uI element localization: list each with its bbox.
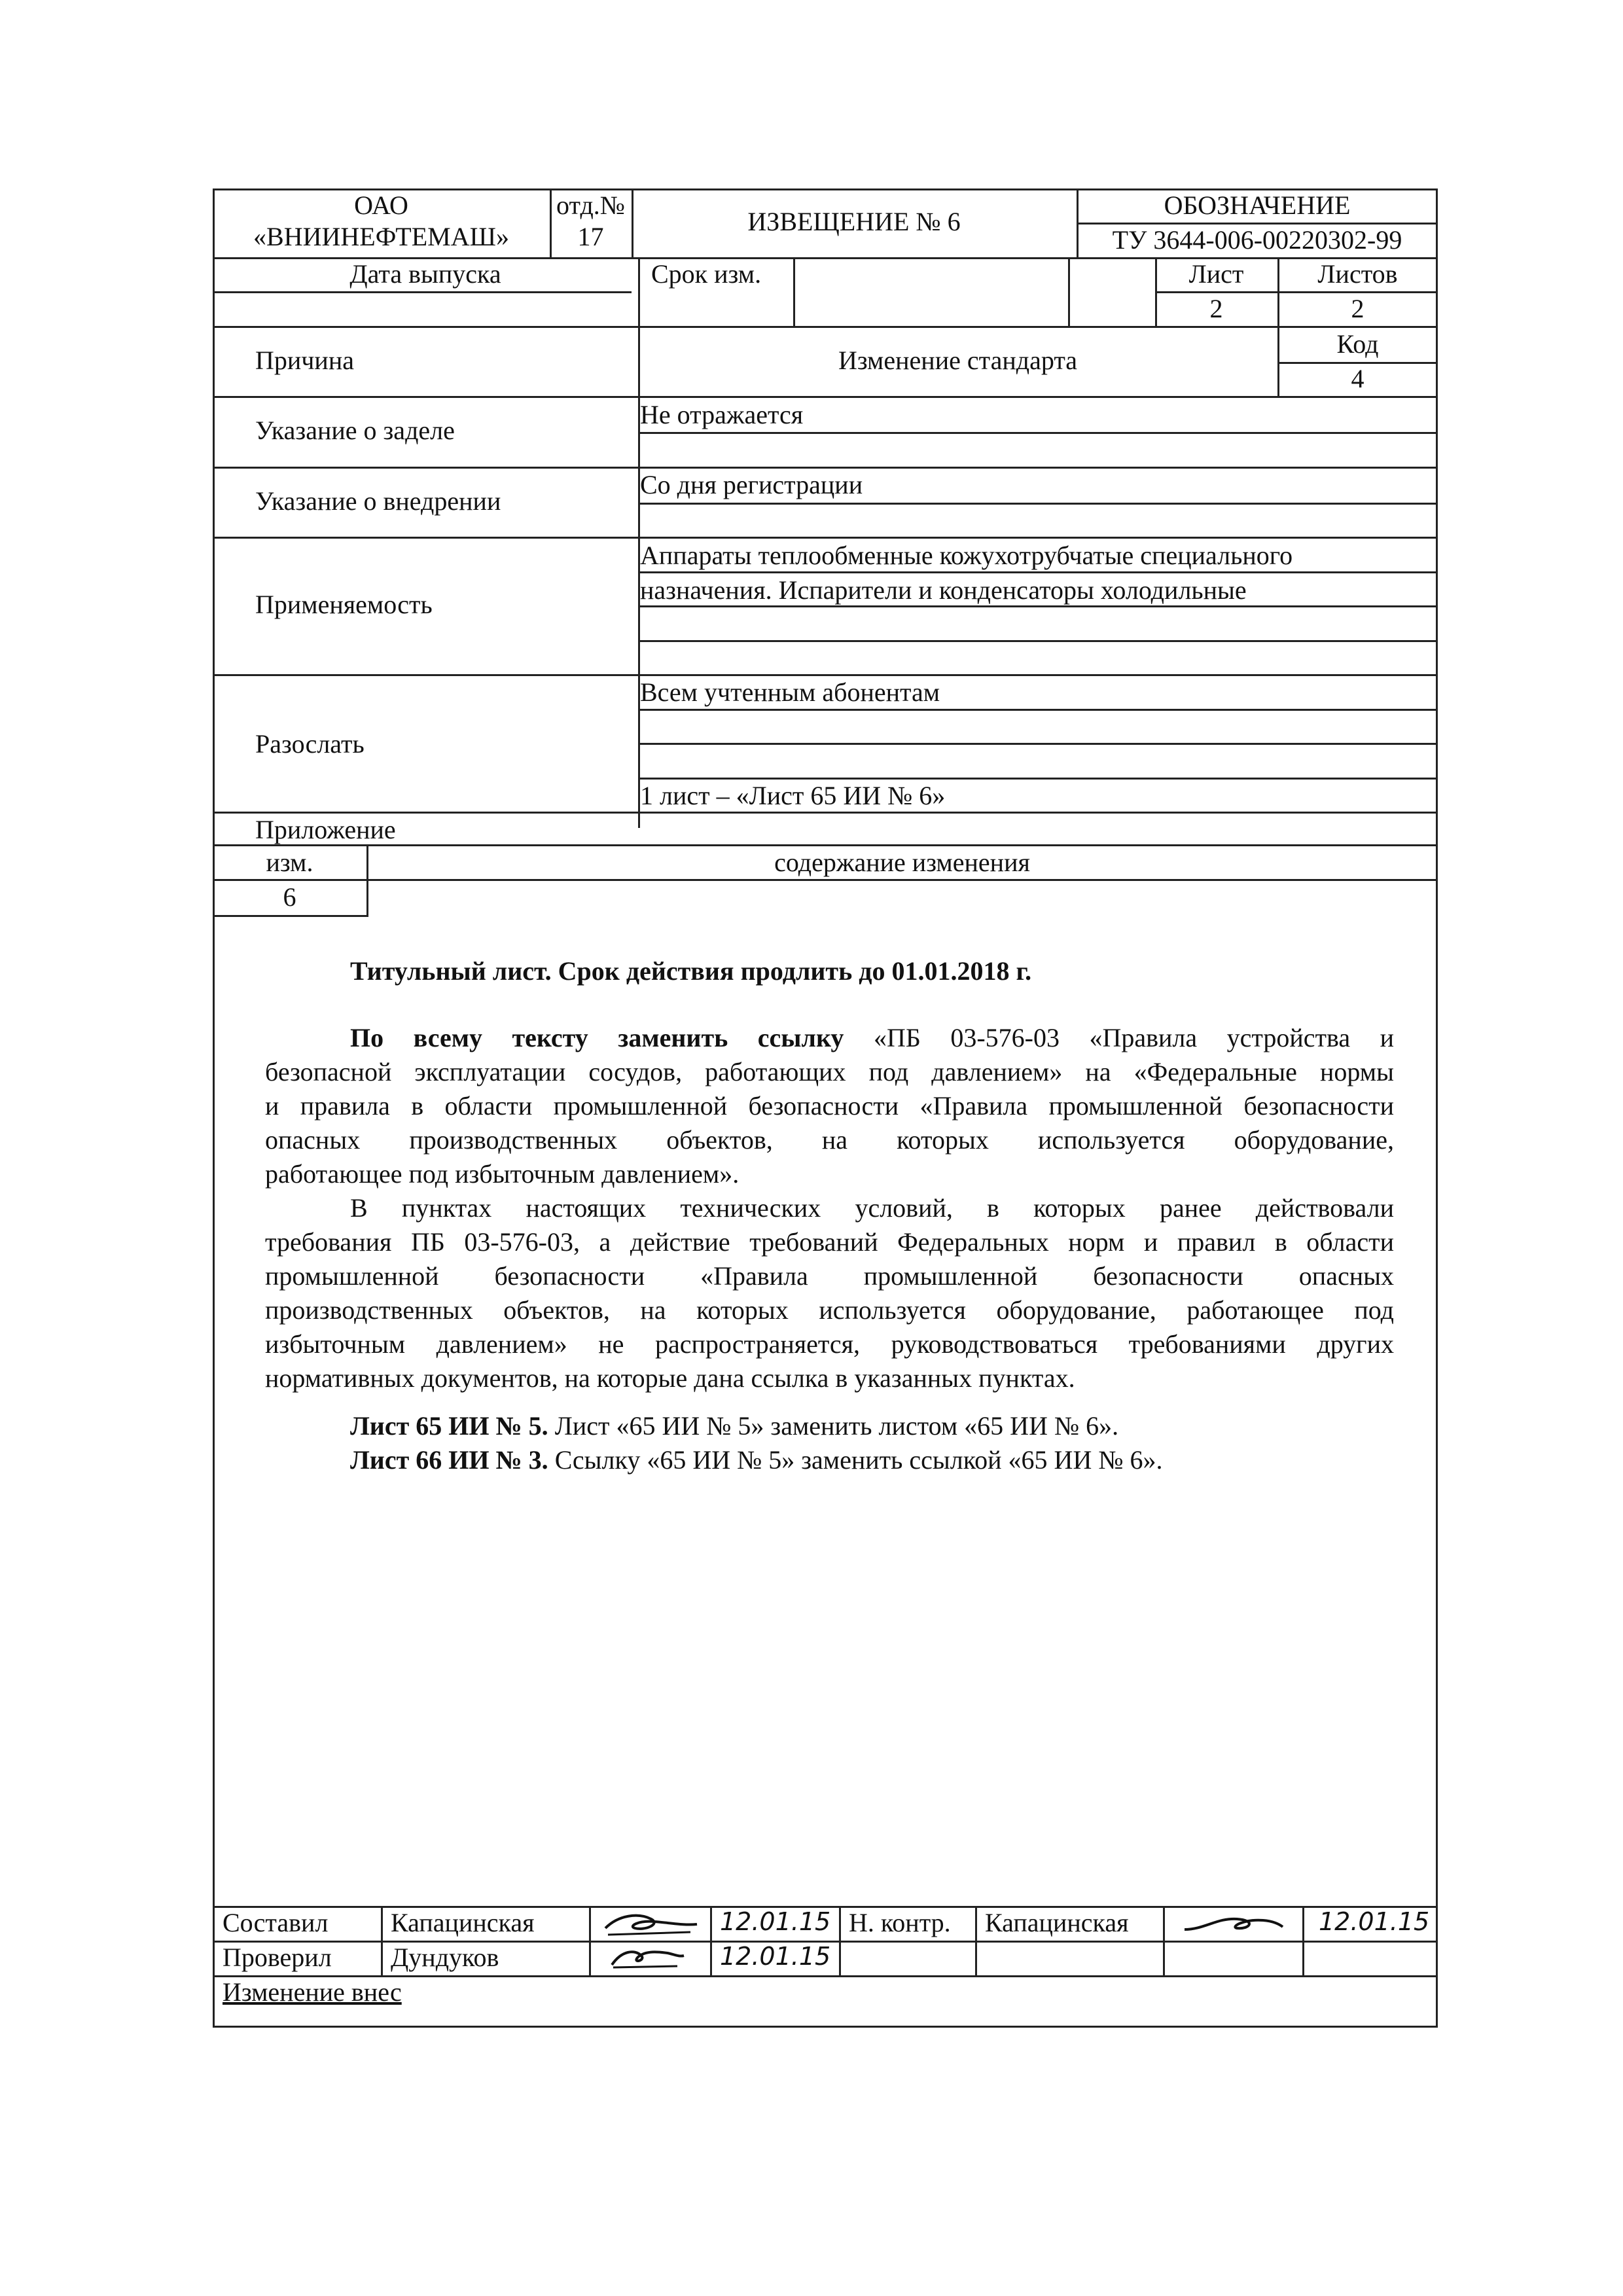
p2-line-1: В пунктах настоящих технических условий, в которых ранее действовали — [350, 1193, 1394, 1223]
reason-label: Причина — [255, 346, 354, 375]
implementation-label: Указание о внедрении — [255, 486, 501, 516]
compiled-label: Составил — [223, 1908, 329, 1937]
p1-line-3: и правила в области промышленной безопасности «Правила промышленной безопасности — [265, 1091, 1394, 1121]
p2-line-3: промышленной безопасности «Правила промышленной безопасности опасных — [265, 1261, 1394, 1291]
rule — [213, 467, 1438, 469]
paragraph-replace-reference — [265, 1021, 1394, 1395]
rule — [1163, 1906, 1165, 1975]
sheet65-text: Лист «65 ИИ № 5» заменить листом «65 ИИ № 6». — [548, 1411, 1119, 1441]
rule — [589, 1906, 591, 1975]
checked-signature — [605, 1944, 690, 1971]
designation-value: ТУ 3644-006-00220302-99 — [1112, 225, 1402, 255]
p2-line-6: нормативных документов, на которые дана ссылка в указанных пунктах. — [265, 1363, 1075, 1393]
org-line2: «ВНИИНЕФТЕМАШ» — [253, 222, 509, 251]
sheets-label: Листов — [1317, 259, 1398, 289]
applicability-label: Применяемость — [255, 590, 433, 619]
dept-label: отд.№ — [556, 190, 625, 220]
norm-control-date: 12.01.15 — [1319, 1907, 1430, 1936]
issue-date-label: Дата выпуска — [349, 259, 501, 289]
implementation-value: Со дня регистрации — [640, 470, 863, 499]
attachment-label: Приложение — [255, 815, 396, 844]
p2-line-5: избыточным давлением» не распространяется, руководствоваться требованиями других — [265, 1329, 1394, 1359]
code-value: 4 — [1351, 364, 1364, 393]
rule — [381, 1906, 383, 1975]
change-content-label: содержание изменения — [774, 848, 1030, 877]
rule — [213, 879, 1438, 881]
p1-line-5: работающее под избыточным давлением». — [265, 1159, 740, 1189]
sheets-value: 2 — [1351, 294, 1364, 323]
backlog-label: Указание о заделе — [255, 416, 455, 445]
rule — [213, 537, 1438, 539]
compiled-date: 12.01.15 — [720, 1907, 831, 1936]
rule — [638, 778, 1438, 780]
rule — [213, 812, 1438, 814]
rule — [839, 1906, 841, 1975]
compiled-signature — [599, 1909, 704, 1939]
notice-title: ИЗВЕЩЕНИЕ № 6 — [747, 207, 961, 236]
reason-value: Изменение стандарта — [838, 346, 1078, 375]
change-made-label: Изменение внес — [223, 1977, 402, 2007]
rule — [793, 257, 795, 326]
sheet66-text: Ссылку «65 ИИ № 5» заменить ссылкой «65 ИИ № 6». — [548, 1445, 1163, 1475]
sheet66-bold: Лист 66 ИИ № 3. — [350, 1445, 548, 1475]
designation-label: ОБОЗНАЧЕНИЕ — [1164, 190, 1351, 220]
rule — [638, 571, 1438, 573]
sheet66-change — [350, 1444, 1163, 1476]
norm-control-signature — [1178, 1910, 1289, 1937]
p1-bold: По всему тексту заменить ссылку — [350, 1023, 844, 1052]
p1-line-2: безопасной эксплуатации сосудов, работающих под давлением» на «Федеральные нормы — [265, 1057, 1394, 1086]
rule — [213, 915, 368, 917]
rule — [710, 1906, 712, 1975]
rule — [213, 396, 1438, 398]
p2-line-4: производственных объектов, на которых используется оборудование, работающее под — [265, 1295, 1394, 1325]
rule — [213, 291, 632, 293]
applicability-line2: назначения. Испарители и конденсаторы холодильные — [640, 575, 1247, 605]
sheet65-change — [350, 1410, 1118, 1442]
distribute-value: Всем учтенным абонентам — [640, 677, 940, 707]
checked-label: Проверил — [223, 1943, 332, 1972]
title-page-change: Титульный лист. Срок действия продлить до 01.01.2018 г. — [350, 956, 1032, 986]
backlog-value: Не отражается — [640, 400, 804, 429]
sheet-value: 2 — [1209, 294, 1223, 323]
rule — [638, 432, 1438, 434]
norm-control-label: Н. контр. — [849, 1908, 951, 1937]
checked-name: Дундуков — [391, 1943, 499, 1972]
sheet-label: Лист — [1188, 259, 1244, 289]
rule — [638, 640, 1438, 642]
sheet65-bold: Лист 65 ИИ № 5. — [350, 1411, 548, 1441]
code-label: Код — [1336, 329, 1379, 359]
rule — [213, 326, 1438, 328]
checked-date: 12.01.15 — [720, 1942, 831, 1971]
rule — [1068, 257, 1070, 326]
rule — [638, 709, 1438, 711]
rule — [638, 396, 640, 828]
applicability-line1: Аппараты теплообменные кожухотрубчатые специального — [640, 541, 1293, 570]
change-no-value: 6 — [283, 882, 296, 912]
rule — [975, 1906, 977, 1975]
rule — [213, 674, 1438, 676]
distribute-sheet: 1 лист – «Лист 65 ИИ № 6» — [640, 781, 946, 810]
norm-control-name: Капацинская — [985, 1908, 1129, 1937]
rule — [638, 743, 1438, 745]
distribute-label: Разослать — [255, 729, 365, 759]
rule — [213, 844, 1438, 846]
p1-line-1: «ПБ 03-576-03 «Правила устройства и — [873, 1023, 1395, 1052]
org-line1: ОАО — [354, 190, 408, 220]
change-no-label: изм. — [266, 848, 313, 877]
p2-line-2: требования ПБ 03-576-03, а действие требований Федеральных норм и правил в области — [265, 1227, 1394, 1257]
compiled-name: Капацинская — [391, 1908, 535, 1937]
rule — [1302, 1906, 1304, 1975]
change-term-label: Срок изм. — [651, 259, 762, 289]
rule — [638, 503, 1438, 505]
p1-line-4: опасных производственных объектов, на которых используется оборудование, — [265, 1125, 1394, 1155]
dept-value: 17 — [577, 222, 604, 251]
